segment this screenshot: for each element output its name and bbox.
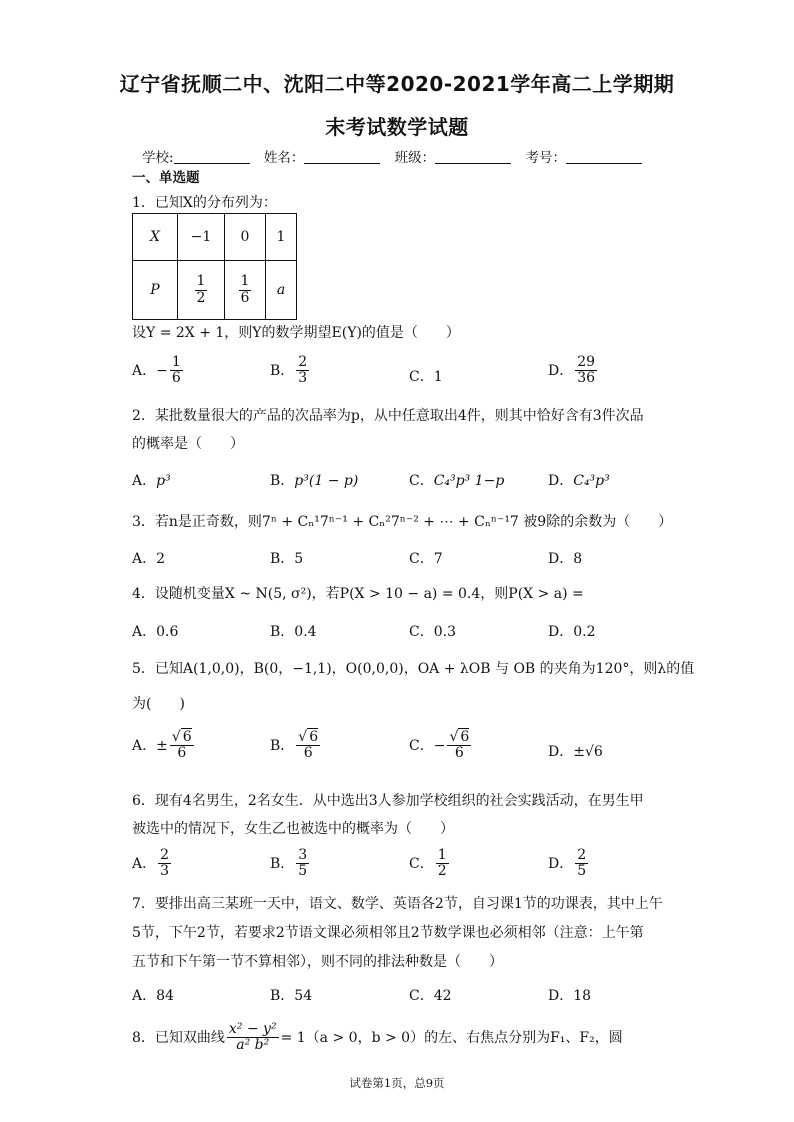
fraction	[436, 848, 449, 880]
title-line-2: 末考试数学试题	[325, 115, 469, 139]
fraction	[296, 730, 320, 762]
option-label: D．	[548, 551, 574, 567]
fraction-denominator: 3	[160, 863, 170, 880]
sqrt-radicand: 6	[309, 729, 319, 745]
fraction-denominator: 36	[577, 370, 596, 387]
q3-line-1: 3．若n是正奇数，则7ⁿ + Cₙ¹7ⁿ⁻¹ + Cₙ²7ⁿ⁻² + ⋯ + Cₙⁿ⁻¹7 被9除的余数为（ ）	[132, 514, 673, 530]
q7-option-b[interactable]	[270, 985, 312, 1005]
option-text: 7	[433, 551, 443, 567]
option-label: D．	[548, 362, 574, 379]
q2-line-1: 2．某批数量很大的产品的次品率为p，从中任意取出4件，则其中恰好含有3件次品	[132, 408, 644, 424]
fraction-numerator: 2	[160, 847, 170, 863]
option-label: A．	[132, 362, 157, 379]
fraction-numerator: 1	[240, 273, 250, 290]
q2-option-c[interactable]	[409, 470, 504, 490]
option-label: A．	[132, 551, 157, 567]
fraction	[296, 848, 309, 880]
option-text: 42	[433, 988, 452, 1004]
q3-option-c[interactable]	[409, 548, 443, 568]
q3-option-b[interactable]	[270, 548, 303, 568]
q3-option-d[interactable]	[548, 548, 582, 568]
q4-line-1: 4．设随机变量X ~ N(5, σ²)，若P(X > 10 − a) = 0.4，则P(X > a) =	[132, 586, 584, 602]
q2-option-a[interactable]	[132, 470, 171, 490]
fraction	[296, 355, 309, 387]
option-label: D．	[548, 855, 574, 872]
sqrt-radicand: 6	[460, 729, 470, 745]
option-label: A．	[132, 473, 157, 489]
q1-option-b[interactable]	[270, 355, 311, 387]
option-label: B．	[270, 855, 295, 872]
q8-prefix: 8．已知双曲线	[132, 1029, 225, 1046]
q6-line-2: 被选中的情况下，女生乙也被选中的概率为（ ）	[132, 821, 454, 837]
q7-line-2: 5节，下午2节，若要求2节语文课必须相邻且2节数学课也必须相邻（注意：上午第	[132, 925, 644, 941]
option-label: C．	[409, 855, 434, 872]
option-text: 0.2	[573, 624, 596, 640]
fraction	[575, 355, 597, 387]
option-label: D．	[548, 624, 574, 640]
fraction-numerator: 1	[437, 847, 447, 863]
fraction-numerator: 29	[577, 354, 596, 370]
option-text: 0.6	[156, 624, 179, 640]
table-cell	[178, 261, 225, 320]
option-sign: ±	[156, 737, 168, 754]
option-label: C．	[409, 737, 434, 754]
q5-line-1: 5．已知A(1,0,0)，B(0，−1,1)，O(0,0,0)，OA + λOB 与 OB 的夹角为120°，则λ的值	[132, 661, 695, 677]
fraction	[447, 730, 471, 762]
fraction	[575, 848, 588, 880]
option-text: 8	[573, 551, 583, 567]
option-label: A．	[132, 988, 157, 1004]
option-label: C．	[409, 551, 434, 567]
q1-option-c[interactable]	[409, 366, 443, 386]
q5-option-a[interactable]	[132, 730, 196, 762]
table-cell	[225, 261, 266, 320]
fraction-numerator: 3	[298, 847, 308, 863]
fraction	[170, 730, 194, 762]
option-text: p³(1 − p)	[294, 473, 359, 489]
table-cell: a	[266, 261, 297, 320]
option-text: p³	[156, 473, 171, 489]
option-label: C．	[409, 473, 434, 489]
fraction-denominator: 3	[298, 370, 308, 387]
fraction-numerator: √ 6	[171, 729, 192, 745]
number-blank[interactable]	[566, 150, 642, 164]
fraction	[195, 274, 208, 306]
fraction-numerator: 2	[577, 847, 587, 863]
q6-option-a[interactable]	[132, 848, 173, 880]
fraction-denominator: 6	[240, 289, 250, 306]
q1-question: 设Y = 2X + 1，则Y的数学期望E(Y)的值是（ ）	[132, 325, 460, 341]
q5-line-2: 为( )	[132, 696, 185, 712]
option-label: B．	[270, 988, 295, 1004]
option-label: D．	[548, 988, 574, 1004]
page-footer: 试卷第1页，总9页	[349, 1076, 445, 1090]
option-label: C．	[409, 624, 434, 640]
option-label: D．	[548, 744, 574, 760]
q8-line-1	[132, 1022, 623, 1054]
title-line-1: 辽宁省抚顺二中、沈阳二中等2020-2021学年高二上学期期	[119, 72, 675, 96]
option-label: B．	[270, 624, 295, 640]
fraction-numerator: 1	[171, 354, 181, 370]
option-label: D．	[548, 473, 574, 489]
fraction-numerator: 1	[196, 273, 206, 290]
hyperbola-fraction	[227, 1022, 279, 1054]
q1-stem: 1．已知X的分布列为：	[132, 195, 277, 211]
q2-option-d[interactable]	[548, 470, 610, 490]
q6-option-b[interactable]	[270, 848, 311, 880]
fraction-numerator: √ 6	[449, 729, 470, 745]
number-label: 考号：	[525, 150, 566, 166]
q8-suffix: = 1（a > 0，b > 0）的左、右焦点分别为F₁、F₂，圆	[280, 1029, 623, 1046]
q1-option-a[interactable]	[132, 355, 185, 387]
fraction-denominator: 2	[196, 289, 206, 306]
q6-option-c[interactable]	[409, 848, 451, 880]
option-label: B．	[270, 737, 295, 754]
option-text: C₄³p³	[573, 473, 610, 489]
fraction	[158, 848, 171, 880]
q2-option-b[interactable]	[270, 470, 358, 490]
q4-option-c[interactable]	[409, 621, 456, 641]
option-text: 84	[156, 988, 174, 1004]
option-label: C．	[409, 988, 434, 1004]
fraction-numerator: 2	[298, 354, 308, 370]
q7-option-a[interactable]	[132, 985, 174, 1005]
q4-option-a[interactable]	[132, 621, 178, 641]
option-label: C．	[409, 369, 434, 385]
name-label: 姓名：	[263, 150, 305, 166]
q6-line-1: 6．现有4名男生，2名女生．从中选出3人参加学校组织的社会实践活动，在男生甲	[132, 793, 644, 809]
table-row	[133, 214, 297, 261]
table-cell: 1	[266, 214, 297, 261]
section-heading-single-choice: 一、单选题	[132, 170, 200, 186]
option-label: A．	[132, 624, 157, 640]
fraction	[239, 274, 252, 306]
option-label: B．	[270, 551, 295, 567]
option-label: A．	[132, 855, 157, 872]
q7-line-1: 7．要排出高三某班一天中，语文、数学、英语各2节，自习课1节的功课表，其中上午	[132, 896, 663, 912]
q5-option-d[interactable]	[548, 741, 603, 761]
school-label: 学校:	[142, 150, 174, 166]
class-blank[interactable]	[435, 150, 511, 164]
fraction-denominator: 6	[303, 745, 313, 762]
q4-option-b[interactable]	[270, 621, 317, 641]
option-sign: −	[156, 362, 168, 379]
table-row	[133, 261, 297, 320]
q4-option-d[interactable]	[548, 621, 596, 641]
option-text: 1	[433, 369, 443, 385]
q7-option-d[interactable]	[548, 985, 591, 1005]
q6-option-d[interactable]	[548, 848, 590, 880]
class-label: 班级：	[394, 150, 436, 166]
option-label: B．	[270, 362, 295, 379]
option-label: A．	[132, 737, 157, 754]
option-text: 0.3	[433, 624, 456, 640]
fraction-denominator: 6	[177, 745, 187, 762]
q5-option-c[interactable]	[409, 730, 473, 762]
fraction-denominator: 6	[454, 745, 464, 762]
table-cell: 0	[225, 214, 266, 261]
option-sign: −	[433, 737, 446, 754]
option-text: 18	[573, 988, 592, 1004]
q1-option-d[interactable]	[548, 355, 599, 387]
q5-option-b[interactable]	[270, 730, 322, 762]
option-text: 0.4	[294, 624, 317, 640]
fraction-numerator: √ 6	[298, 729, 319, 745]
option-text: C₄³p³ 1−p	[433, 473, 505, 489]
option-text: ±√6	[573, 744, 603, 760]
fraction-denominator: 6	[171, 370, 181, 387]
q3-option-a[interactable]	[132, 548, 165, 568]
fraction	[170, 355, 183, 387]
q7-line-3: 五节和下午第一节不算相邻），则不同的排法种数是（ ）	[132, 954, 503, 970]
table-cell: P	[133, 261, 178, 320]
option-text: 2	[156, 551, 166, 567]
table-cell: −1	[178, 214, 225, 261]
q7-option-c[interactable]	[409, 985, 452, 1005]
school-blank[interactable]	[174, 150, 250, 164]
name-blank[interactable]	[304, 150, 380, 164]
fraction-denominator: 5	[577, 863, 587, 880]
option-text: 5	[294, 551, 304, 567]
fraction-numerator: x² − y²	[228, 1021, 277, 1037]
option-label: B．	[270, 473, 295, 489]
q1-distribution-table	[132, 213, 297, 320]
fraction-denominator: 5	[298, 863, 308, 880]
option-text: 54	[294, 988, 313, 1004]
q2-line-2: 的概率是（ ）	[132, 436, 244, 452]
sqrt-radicand: 6	[182, 729, 192, 745]
student-info-line	[0, 146, 794, 166]
fraction-denominator: 2	[437, 863, 447, 880]
table-cell: X	[133, 214, 178, 261]
fraction-denominator: a² b²	[236, 1037, 270, 1054]
